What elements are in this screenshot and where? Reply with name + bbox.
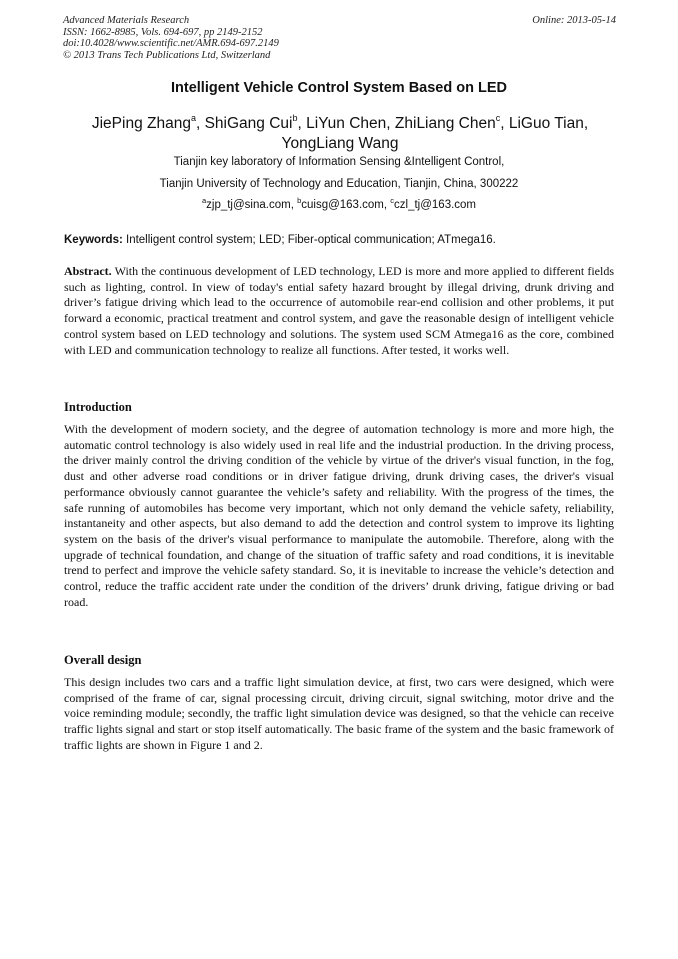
author-emails: $^a$zjp_tj@sina.com, $^b$cuisg@163.com, $^c$czl_tj@163.com [201,196,477,211]
author: JiePing Zhang$^a$, [91,113,205,132]
overall-design-paragraph: This design includes two cars and a traffic light simulation device, at first, two cars were designed, which were comprised of the frame of car, signal processing circuit, driving circuit, signal switching, motor drive and the voice reminding module; secondly, the traffic light simulation device was designed, so that the vehicle can receive traffic lights signal and start or stop itself automatically. The basic frame of the system and the basic framework of traffic lights are shown in Figure 1 and 2. [64,675,614,752]
section-heading-introduction: Introduction [64,400,132,414]
online-date: Online: 2013-05-14 [532,15,616,26]
author: ShiGang Cui$^b$, [204,113,307,132]
author: LiYun Chen, [306,115,395,132]
abstract [64,264,614,358]
email-link: czl_tj@163.com [394,199,477,211]
author: ZhiLiang Chen$^c$, [394,113,509,132]
keywords-label: Keywords: [64,234,123,246]
doi-line: doi:10.4028/www.scientific.net/AMR.694-697.2149 [63,38,279,49]
keywords [64,234,614,246]
abstract-label: Abstract. [64,264,112,278]
section-heading-overall-design: Overall design [64,653,142,667]
issn-line: ISSN: 1662-8985, Vols. 694-697, pp 2149-2152 [63,26,263,38]
journal-name: Advanced Materials Research [63,15,190,26]
email-link: zjp_tj@sina.com [206,199,291,211]
email-link: cuisg@163.com [301,199,384,211]
affiliation-line-2: Tianjin University of Technology and Education, Tianjin, China, 300222 [159,178,519,190]
keywords-text: Intelligent control system; LED; Fiber-optical communication; ATmega16. [126,234,496,246]
introduction-paragraph: With the development of modern society, and the degree of automation technology is more and more high, the automatic control technology is also widely used in real life and the industrial production. In the driving process, the driver mainly control the driving condition of the vehicle by virtue of the driver's visual function, in the fog, dust and other adverse road conditions or in driver fatigue driving, drunk driving cases, the driver's visual performance obviously cannot guarantee the vehicle’s safety and reliability. With the progress of the times, the safe running of automobiles has become very important, which not only demand the vehicle safety, reliability, instantaneity and other aspects, but also demand to add the detection and control system to improve its lighting system on the basis of the driver's visual performance to manipulate the automobile. Therefore, along with the upgrade of technical foundation, and change of the situation of traffic safety and road conditions, it is inevitable trend to perfect and improve the vehicle safety standard. So, it is inevitable to increase the vehicle’s detection and control, reduce the traffic accident rate under the condition of the drivers’ drunk driving, fatigue driving or bad road. [64,422,614,609]
paper-title: Intelligent Vehicle Control System Based on LED [171,80,507,96]
author: LiGuo Tian, [508,115,589,132]
author: YongLiang Wang [281,135,399,152]
affiliation-line-1: Tianjin key laboratory of Information Sensing &Intelligent Control, [173,156,505,168]
abstract-text: With the continuous development of LED technology, LED is more and more applied to different fields such as lighting, control. In view of today's ential safety hazard brought by illegal driving, drunk driving and driver’s fatigue driving which lead to the occurrence of automobile rear-end collision and other problems, it put forward a economic, practical treatment and control system, and gave the reasonable design of intelligent vehicle control system based on LED technology and solutions. The system used SCM Atmega16 as the core, combined with LED and communication technology to realize all functions. After tested, it works well. [64,264,614,357]
copyright-line: © 2013 Trans Tech Publications Ltd, Switzerland [63,49,271,61]
author-list [70,114,610,154]
journal-header [63,15,616,61]
